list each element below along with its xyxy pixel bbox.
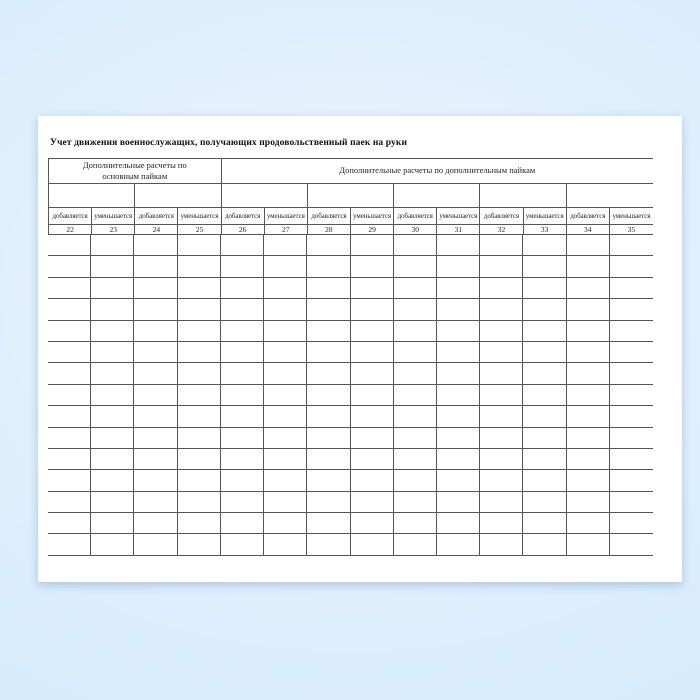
body-cell	[351, 256, 394, 277]
body-cell	[178, 534, 221, 555]
ration-name-cell	[49, 184, 135, 208]
body-cell	[134, 470, 177, 491]
body-cell	[480, 363, 523, 384]
body-cell	[351, 385, 394, 406]
ration-name-row	[49, 184, 653, 208]
body-cell	[480, 385, 523, 406]
body-cell	[523, 363, 566, 384]
body-cell	[48, 449, 91, 470]
body-cell	[264, 363, 307, 384]
body-cell	[48, 299, 91, 320]
body-cell	[134, 256, 177, 277]
group-header-main-rations: Дополнительные расчеты по основным пайкам	[49, 159, 222, 184]
body-cell	[351, 513, 394, 534]
body-cell	[437, 449, 480, 470]
body-cell	[91, 299, 134, 320]
table-row	[48, 385, 653, 406]
table-row	[48, 321, 653, 342]
body-cell	[134, 363, 177, 384]
body-cell	[134, 385, 177, 406]
body-cell	[480, 235, 523, 256]
body-cell	[567, 492, 610, 513]
body-cell	[221, 513, 264, 534]
body-cell	[91, 534, 134, 555]
body-cell	[221, 235, 264, 256]
body-cell	[91, 321, 134, 342]
body-cell	[48, 534, 91, 555]
increase-column-label: добавляется	[135, 208, 178, 225]
body-cell	[307, 299, 350, 320]
body-cell	[134, 428, 177, 449]
body-cell	[307, 534, 350, 555]
body-cell	[567, 278, 610, 299]
body-cell	[178, 321, 221, 342]
body-cell	[437, 513, 480, 534]
decrease-column-label: уменьшается	[351, 208, 394, 225]
table-row	[48, 534, 653, 555]
increase-column-label: добавляется	[222, 208, 265, 225]
body-cell	[178, 513, 221, 534]
form-title: Учет движения военнослужащих, получающих продовольственный паек на руки	[50, 138, 408, 148]
body-cell	[221, 321, 264, 342]
body-cell	[394, 449, 437, 470]
body-cell	[523, 299, 566, 320]
body-cell	[437, 321, 480, 342]
body-cell	[134, 321, 177, 342]
decrease-column-label: уменьшается	[265, 208, 308, 225]
body-cell	[480, 406, 523, 427]
decrease-column-label: уменьшается	[524, 208, 567, 225]
body-cell	[567, 534, 610, 555]
body-cell	[437, 342, 480, 363]
body-cell	[264, 299, 307, 320]
body-cell	[351, 321, 394, 342]
body-cell	[134, 235, 177, 256]
body-cell	[567, 235, 610, 256]
body-cell	[178, 449, 221, 470]
column-number: 35	[610, 225, 653, 235]
body-cell	[523, 428, 566, 449]
ration-name-cell	[394, 184, 480, 208]
ration-record-table	[48, 158, 653, 556]
body-cell	[134, 299, 177, 320]
body-cell	[264, 342, 307, 363]
body-cell	[91, 342, 134, 363]
body-cell	[351, 299, 394, 320]
body-cell	[523, 278, 566, 299]
body-cell	[610, 534, 653, 555]
body-cell	[221, 385, 264, 406]
decrease-column-label: уменьшается	[437, 208, 480, 225]
body-cell	[394, 534, 437, 555]
body-cell	[394, 385, 437, 406]
increase-column-label: добавляется	[567, 208, 610, 225]
body-cell	[48, 385, 91, 406]
body-cell	[394, 428, 437, 449]
increase-column-label: добавляется	[394, 208, 437, 225]
table-row	[48, 428, 653, 449]
column-number: 28	[308, 225, 351, 235]
body-cell	[264, 470, 307, 491]
body-cell	[567, 428, 610, 449]
body-cell	[307, 470, 350, 491]
body-cell	[221, 406, 264, 427]
body-cell	[610, 428, 653, 449]
body-cell	[394, 406, 437, 427]
body-cell	[351, 363, 394, 384]
body-cell	[264, 235, 307, 256]
table-row	[48, 256, 653, 277]
body-cell	[178, 428, 221, 449]
body-cell	[307, 342, 350, 363]
body-cell	[394, 256, 437, 277]
body-cell	[264, 513, 307, 534]
body-cell	[437, 428, 480, 449]
body-cell	[221, 299, 264, 320]
body-cell	[610, 363, 653, 384]
body-cell	[480, 299, 523, 320]
body-cell	[134, 492, 177, 513]
column-number: 30	[394, 225, 437, 235]
body-cell	[178, 406, 221, 427]
decrease-column-label: уменьшается	[178, 208, 221, 225]
column-number: 24	[135, 225, 178, 235]
body-cell	[134, 534, 177, 555]
body-cell	[567, 513, 610, 534]
body-cell	[91, 256, 134, 277]
body-cell	[437, 363, 480, 384]
body-cell	[48, 256, 91, 277]
body-cell	[480, 492, 523, 513]
body-cell	[523, 385, 566, 406]
body-cell	[178, 385, 221, 406]
body-cell	[48, 235, 91, 256]
column-number: 22	[49, 225, 92, 235]
body-cell	[567, 363, 610, 384]
body-cell	[91, 449, 134, 470]
body-cell	[567, 342, 610, 363]
body-cell	[610, 278, 653, 299]
body-cell	[567, 470, 610, 491]
column-numbers-row	[49, 225, 653, 235]
table-row	[48, 470, 653, 491]
body-cell	[610, 235, 653, 256]
body-cell	[91, 278, 134, 299]
ration-name-cell	[222, 184, 308, 208]
body-cell	[307, 256, 350, 277]
body-cell	[610, 342, 653, 363]
body-cell	[221, 449, 264, 470]
body-cell	[307, 492, 350, 513]
body-cell	[264, 321, 307, 342]
body-cell	[178, 363, 221, 384]
body-cell	[523, 534, 566, 555]
column-number: 32	[480, 225, 523, 235]
body-cell	[437, 278, 480, 299]
body-cell	[134, 449, 177, 470]
table-row	[48, 235, 653, 256]
body-cell	[48, 342, 91, 363]
body-cell	[610, 449, 653, 470]
body-cell	[394, 342, 437, 363]
body-cell	[394, 321, 437, 342]
body-cell	[437, 299, 480, 320]
body-cell	[394, 492, 437, 513]
body-cell	[351, 470, 394, 491]
body-cell	[567, 406, 610, 427]
body-cell	[178, 278, 221, 299]
body-cell	[523, 321, 566, 342]
body-cell	[480, 449, 523, 470]
table-row	[48, 449, 653, 470]
body-cell	[523, 449, 566, 470]
body-cell	[394, 363, 437, 384]
body-cell	[307, 278, 350, 299]
body-cell	[91, 385, 134, 406]
increase-column-label: добавляется	[480, 208, 523, 225]
table-row	[48, 406, 653, 427]
body-cell	[437, 470, 480, 491]
body-cell	[221, 278, 264, 299]
table-row	[48, 342, 653, 363]
body-cell	[264, 256, 307, 277]
increase-column-label: добавляется	[49, 208, 92, 225]
body-cell	[134, 513, 177, 534]
body-cell	[480, 470, 523, 491]
body-cell	[221, 492, 264, 513]
body-cell	[307, 428, 350, 449]
body-cell	[567, 256, 610, 277]
body-cell	[48, 492, 91, 513]
body-cell	[48, 278, 91, 299]
body-cell	[394, 278, 437, 299]
group-header-additional-rations: Дополнительные расчеты по дополнительным пайкам	[222, 159, 653, 184]
body-cell	[610, 513, 653, 534]
body-cell	[567, 385, 610, 406]
body-cell	[264, 534, 307, 555]
body-cell	[351, 235, 394, 256]
body-cell	[178, 256, 221, 277]
column-number: 25	[178, 225, 221, 235]
body-cell	[351, 342, 394, 363]
body-cell	[91, 235, 134, 256]
body-cell	[48, 406, 91, 427]
body-cell	[610, 406, 653, 427]
body-cell	[307, 321, 350, 342]
body-cell	[523, 406, 566, 427]
body-cell	[48, 470, 91, 491]
body-cell	[307, 363, 350, 384]
table-header	[48, 159, 653, 235]
body-cell	[480, 278, 523, 299]
ration-name-cell	[567, 184, 653, 208]
body-cell	[523, 235, 566, 256]
body-cell	[91, 428, 134, 449]
body-cell	[264, 449, 307, 470]
body-cell	[264, 406, 307, 427]
ration-name-cell	[480, 184, 566, 208]
body-cell	[178, 342, 221, 363]
column-number: 26	[222, 225, 265, 235]
body-cell	[178, 470, 221, 491]
body-cell	[480, 534, 523, 555]
body-cell	[307, 513, 350, 534]
body-cell	[264, 492, 307, 513]
body-cell	[437, 385, 480, 406]
body-cell	[394, 235, 437, 256]
body-cell	[351, 492, 394, 513]
table-row	[48, 299, 653, 320]
body-cell	[394, 513, 437, 534]
body-cell	[437, 235, 480, 256]
body-cell	[351, 534, 394, 555]
body-cell	[351, 428, 394, 449]
column-number: 29	[351, 225, 394, 235]
column-labels-row	[49, 208, 653, 225]
body-cell	[307, 385, 350, 406]
body-cell	[480, 342, 523, 363]
body-cell	[480, 256, 523, 277]
body-cell	[221, 342, 264, 363]
body-cell	[264, 385, 307, 406]
table-body	[48, 235, 653, 556]
column-number: 34	[567, 225, 610, 235]
body-cell	[48, 363, 91, 384]
group-header-row	[49, 159, 653, 184]
ration-name-cell	[135, 184, 221, 208]
body-cell	[567, 299, 610, 320]
ration-name-cell	[308, 184, 394, 208]
table-row	[48, 278, 653, 299]
body-cell	[48, 513, 91, 534]
column-number: 33	[524, 225, 567, 235]
body-cell	[523, 470, 566, 491]
body-cell	[480, 428, 523, 449]
body-cell	[221, 470, 264, 491]
body-cell	[134, 278, 177, 299]
column-number: 27	[265, 225, 308, 235]
column-number: 31	[437, 225, 480, 235]
body-cell	[351, 406, 394, 427]
decrease-column-label: уменьшается	[610, 208, 653, 225]
body-cell	[567, 449, 610, 470]
body-cell	[307, 235, 350, 256]
body-cell	[91, 470, 134, 491]
table-row	[48, 363, 653, 384]
body-cell	[178, 235, 221, 256]
body-cell	[91, 406, 134, 427]
body-cell	[437, 534, 480, 555]
body-cell	[523, 492, 566, 513]
body-cell	[221, 428, 264, 449]
body-cell	[610, 492, 653, 513]
body-cell	[610, 256, 653, 277]
body-cell	[307, 449, 350, 470]
body-cell	[221, 534, 264, 555]
body-cell	[437, 406, 480, 427]
body-cell	[91, 492, 134, 513]
body-cell	[221, 256, 264, 277]
body-cell	[351, 449, 394, 470]
body-cell	[610, 470, 653, 491]
body-cell	[351, 278, 394, 299]
body-cell	[523, 256, 566, 277]
body-cell	[437, 492, 480, 513]
body-cell	[610, 299, 653, 320]
body-cell	[480, 513, 523, 534]
body-cell	[91, 513, 134, 534]
table-row	[48, 492, 653, 513]
body-cell	[610, 385, 653, 406]
body-cell	[307, 406, 350, 427]
body-cell	[480, 321, 523, 342]
body-cell	[48, 428, 91, 449]
decrease-column-label: уменьшается	[92, 208, 135, 225]
body-cell	[523, 342, 566, 363]
document-page	[38, 116, 682, 582]
body-cell	[567, 321, 610, 342]
body-cell	[394, 299, 437, 320]
increase-column-label: добавляется	[308, 208, 351, 225]
body-cell	[264, 278, 307, 299]
body-cell	[394, 470, 437, 491]
body-cell	[91, 363, 134, 384]
body-cell	[178, 492, 221, 513]
column-number: 23	[92, 225, 135, 235]
body-cell	[178, 299, 221, 320]
body-cell	[48, 321, 91, 342]
body-cell	[610, 321, 653, 342]
body-cell	[437, 256, 480, 277]
body-cell	[134, 342, 177, 363]
body-cell	[221, 363, 264, 384]
body-cell	[134, 406, 177, 427]
table-row	[48, 513, 653, 534]
body-cell	[523, 513, 566, 534]
body-cell	[264, 428, 307, 449]
